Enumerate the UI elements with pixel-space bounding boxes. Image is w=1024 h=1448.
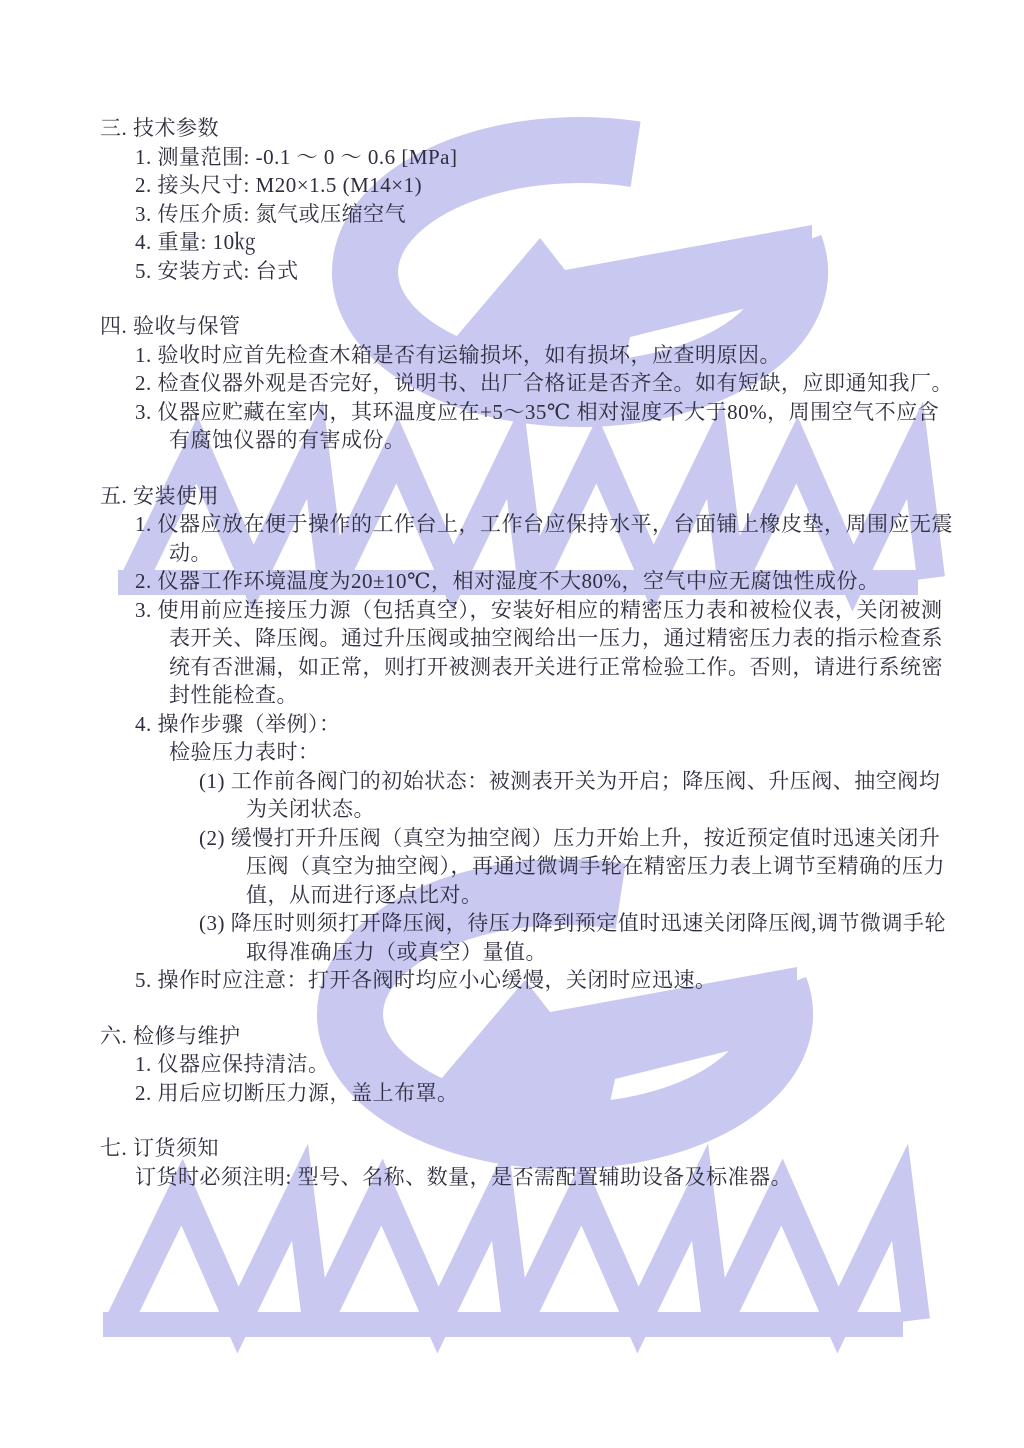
list-item: 1. 测量范围: -0.1 ～ 0 ～ 0.6 [MPa] <box>135 144 458 169</box>
section-ordering-notes <box>100 1134 954 1191</box>
list-item: 2. 仪器工作环境温度为20±10℃，相对湿度不大80%，空气中应无腐蚀性成份。 <box>135 569 880 593</box>
list-item: 4. 操作步骤（举例）： <box>135 711 341 736</box>
section-acceptance-storage <box>100 312 954 455</box>
section-heading: 四. 验收与保管 <box>100 314 241 338</box>
list-item: 3. 传压介质: 氮气或压缩空气 <box>135 201 407 226</box>
list-item: 5. 操作时应注意：打开各阀时均应小心缓慢，关闭时应迅速。 <box>135 968 717 992</box>
list-item: 5. 安装方式: 台式 <box>135 258 299 283</box>
list-item: 1. 仪器应保持清洁。 <box>135 1052 330 1076</box>
list-subitem: (3) 降压时则须打开降压阀，待压力降到预定值时迅速关闭降压阀,调节微调手轮取得准确压力（或真空）量值。 <box>199 911 946 964</box>
list-item: 2. 接头尺寸: M20×1.5 (M14×1) <box>135 173 423 197</box>
list-item: 4. 重量: 10㎏ <box>135 230 257 254</box>
section-heading: 三. 技术参数 <box>100 116 219 140</box>
list-subitem: (1) 工作前各阀门的初始状态：被测表开关为开启；降压阀、升压阀、抽空阀均为关闭状态。 <box>199 768 941 821</box>
list-item: 2. 检查仪器外观是否完好，说明书、出厂合格证是否齐全。如有短缺，应即通知我厂。 <box>135 371 953 395</box>
section-heading: 六. 检修与维护 <box>100 1023 241 1048</box>
section-heading: 七. 订货须知 <box>100 1136 219 1160</box>
list-subitem: (2) 缓慢打开升压阀（真空为抽空阀）压力开始上升，按近预定值时迅速关闭升压阀（真空为抽空阀），再通过微调手轮在精密压力表上调节至精确的压力值，从而进行逐点比对。 <box>199 825 945 907</box>
list-item: 1. 验收时应首先检查木箱是否有运输损坏，如有损坏，应查明原因。 <box>135 342 781 367</box>
list-item: 3. 仪器应贮藏在室内，其环温度应在+5～35℃ 相对湿度不大于80%，周围空气不应含有腐蚀仪器的有害成份。 <box>135 399 940 452</box>
section-technical-parameters <box>100 114 954 285</box>
list-item: 订货时必须注明: 型号、名称、数量，是否需配置辅助设备及标准器。 <box>135 1164 793 1189</box>
list-item-note: 检验压力表时： <box>169 740 320 764</box>
list-item: 3. 使用前应连接压力源（包括真空），安装好相应的精密压力表和被检仪表，关闭被测表开关、降压阀。通过升压阀或抽空阀给出一压力，通过精密压力表的指示检查系统有否泄漏，如正常，则打开被测表开关进行正常检验工作。否则，请进行系统密封性能检查。 <box>135 597 943 707</box>
list-item: 1. 仪器应放在便于操作的工作台上，工作台应保持水平，台面铺上橡皮垫，周围应无震动。 <box>135 512 953 565</box>
section-maintenance <box>100 1022 954 1108</box>
list-item: 2. 用后应切断压力源，盖上布罩。 <box>135 1080 459 1105</box>
section-heading: 五. 安装使用 <box>100 483 219 508</box>
section-installation-use <box>100 482 954 995</box>
